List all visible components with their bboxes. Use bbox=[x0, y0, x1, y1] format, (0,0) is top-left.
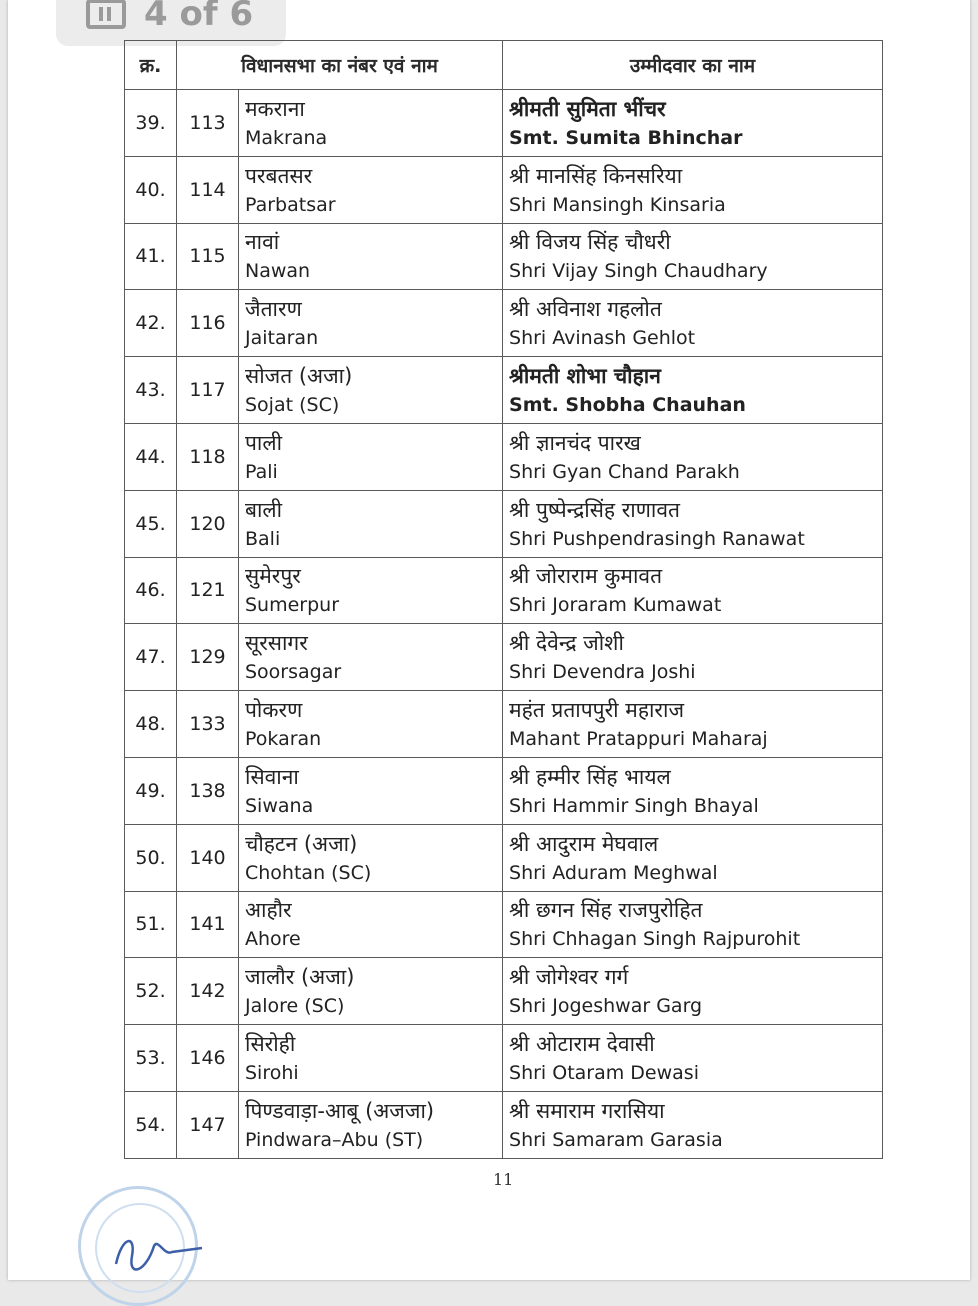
table-row bbox=[125, 958, 883, 1025]
candidate-name-hindi: श्री ओटाराम देवासी bbox=[509, 1032, 655, 1057]
table-row bbox=[125, 557, 883, 624]
constituency-name-english: Parbatsar bbox=[245, 193, 336, 216]
candidate-name-hindi: श्रीमती शोभा चौहान bbox=[509, 364, 661, 389]
candidate-name-english: Smt. Sumita Bhinchar bbox=[509, 126, 743, 149]
constituency-name-cell bbox=[239, 1091, 503, 1158]
header-serial: क्र. bbox=[125, 41, 177, 90]
candidate-name-cell bbox=[503, 891, 883, 958]
constituency-name-cell bbox=[239, 958, 503, 1025]
serial-cell: 39. bbox=[125, 90, 177, 157]
constituency-name-hindi: आहौर bbox=[245, 898, 292, 923]
table-row bbox=[125, 423, 883, 490]
table-row bbox=[125, 156, 883, 223]
candidate-name-hindi: श्री मानसिंह किनसरिया bbox=[509, 163, 683, 188]
candidate-name-cell bbox=[503, 824, 883, 891]
table-row bbox=[125, 824, 883, 891]
constituency-number-cell: 146 bbox=[177, 1025, 239, 1092]
constituency-name-hindi: परबतसर bbox=[245, 163, 313, 188]
constituency-number-cell: 140 bbox=[177, 824, 239, 891]
candidate-name-english: Shri Devendra Joshi bbox=[509, 661, 696, 684]
constituency-number-cell: 121 bbox=[177, 557, 239, 624]
constituency-number-cell: 113 bbox=[177, 90, 239, 157]
candidate-name-english: Shri Mansingh Kinsaria bbox=[509, 193, 726, 216]
constituency-name-cell bbox=[239, 824, 503, 891]
candidate-name-hindi: महंत प्रतापपुरी महाराज bbox=[509, 698, 685, 723]
constituency-name-hindi: सूरसागर bbox=[245, 631, 308, 656]
serial-cell: 46. bbox=[125, 557, 177, 624]
constituency-name-english: Pali bbox=[245, 460, 278, 483]
constituency-name-cell bbox=[239, 891, 503, 958]
table-row bbox=[125, 624, 883, 691]
header-candidate: उम्मीदवार का नाम bbox=[503, 41, 883, 90]
page-number: 11 bbox=[493, 1170, 514, 1189]
candidate-name-cell bbox=[503, 624, 883, 691]
table-row bbox=[125, 891, 883, 958]
candidate-name-hindi: श्री देवेन्द्र जोशी bbox=[509, 631, 624, 656]
table-row bbox=[125, 490, 883, 557]
candidate-name-cell bbox=[503, 290, 883, 357]
constituency-name-hindi: बाली bbox=[245, 497, 283, 522]
constituency-name-hindi: सिवाना bbox=[245, 764, 299, 789]
table-row bbox=[125, 223, 883, 290]
constituency-name-english: Jalore (SC) bbox=[245, 995, 345, 1018]
table-row bbox=[125, 357, 883, 424]
constituency-name-cell bbox=[239, 624, 503, 691]
constituency-number-cell: 138 bbox=[177, 757, 239, 824]
constituency-name-hindi: नावां bbox=[245, 230, 280, 255]
candidate-name-cell bbox=[503, 691, 883, 758]
serial-cell: 54. bbox=[125, 1091, 177, 1158]
candidate-table bbox=[124, 40, 883, 1159]
constituency-number-cell: 141 bbox=[177, 891, 239, 958]
constituency-name-hindi: पिण्डवाड़ा-आबू (अजजा) bbox=[245, 1098, 435, 1123]
constituency-name-english: Soorsagar bbox=[245, 661, 342, 684]
candidate-name-english: Shri Chhagan Singh Rajpurohit bbox=[509, 928, 801, 951]
constituency-name-cell bbox=[239, 290, 503, 357]
serial-cell: 49. bbox=[125, 757, 177, 824]
candidate-name-english: Shri Hammir Singh Bhayal bbox=[509, 794, 759, 817]
constituency-name-english: Sumerpur bbox=[245, 594, 340, 617]
candidate-name-hindi: श्री आदुराम मेघवाल bbox=[509, 831, 659, 856]
candidate-name-cell bbox=[503, 156, 883, 223]
constituency-name-cell bbox=[239, 223, 503, 290]
serial-cell: 50. bbox=[125, 824, 177, 891]
candidate-name-cell bbox=[503, 423, 883, 490]
constituency-name-english: Ahore bbox=[245, 928, 301, 951]
serial-cell: 53. bbox=[125, 1025, 177, 1092]
document-page bbox=[8, 0, 970, 1280]
candidate-name-hindi: श्री अविनाश गहलोत bbox=[509, 297, 662, 322]
constituency-name-english: Sirohi bbox=[245, 1062, 299, 1085]
candidate-name-hindi: श्री ज्ञानचंद पारख bbox=[509, 430, 641, 455]
table-row bbox=[125, 691, 883, 758]
serial-cell: 45. bbox=[125, 490, 177, 557]
candidate-name-cell bbox=[503, 490, 883, 557]
header-constituency: विधानसभा का नंबर एवं नाम bbox=[177, 41, 503, 90]
pages-icon bbox=[86, 0, 126, 29]
constituency-name-hindi: पाली bbox=[245, 430, 283, 455]
serial-cell: 40. bbox=[125, 156, 177, 223]
constituency-name-hindi: चौहटन (अजा) bbox=[245, 831, 358, 856]
table-row bbox=[125, 290, 883, 357]
constituency-name-english: Pindwara–Abu (ST) bbox=[245, 1128, 424, 1151]
candidate-name-cell bbox=[503, 223, 883, 290]
constituency-number-cell: 118 bbox=[177, 423, 239, 490]
candidate-name-cell bbox=[503, 357, 883, 424]
page-indicator-text: 4 of 6 bbox=[144, 0, 254, 34]
candidate-name-english: Mahant Pratappuri Maharaj bbox=[509, 728, 768, 751]
serial-cell: 44. bbox=[125, 423, 177, 490]
constituency-number-cell: 133 bbox=[177, 691, 239, 758]
constituency-number-cell: 114 bbox=[177, 156, 239, 223]
constituency-number-cell: 115 bbox=[177, 223, 239, 290]
table-row bbox=[125, 1025, 883, 1092]
constituency-name-english: Chohtan (SC) bbox=[245, 861, 372, 884]
constituency-number-cell: 147 bbox=[177, 1091, 239, 1158]
candidate-name-hindi: श्रीमती सुमिता भींचर bbox=[509, 96, 666, 121]
constituency-number-cell: 129 bbox=[177, 624, 239, 691]
serial-cell: 41. bbox=[125, 223, 177, 290]
candidate-name-english: Shri Gyan Chand Parakh bbox=[509, 460, 740, 483]
signature bbox=[102, 1226, 212, 1276]
constituency-name-cell bbox=[239, 691, 503, 758]
constituency-name-hindi: सुमेरपुर bbox=[245, 564, 301, 589]
candidate-name-cell bbox=[503, 757, 883, 824]
candidate-name-hindi: श्री जोगेश्वर गर्ग bbox=[509, 965, 629, 990]
constituency-name-cell bbox=[239, 357, 503, 424]
candidate-name-cell bbox=[503, 1091, 883, 1158]
table-row bbox=[125, 90, 883, 157]
constituency-name-hindi: जालौर (अजा) bbox=[245, 965, 355, 990]
candidate-name-cell bbox=[503, 958, 883, 1025]
candidate-name-english: Shri Joraram Kumawat bbox=[509, 594, 722, 617]
constituency-number-cell: 142 bbox=[177, 958, 239, 1025]
serial-cell: 42. bbox=[125, 290, 177, 357]
candidate-name-english: Shri Samaram Garasia bbox=[509, 1128, 723, 1151]
constituency-name-english: Bali bbox=[245, 527, 281, 550]
constituency-number-cell: 120 bbox=[177, 490, 239, 557]
serial-cell: 51. bbox=[125, 891, 177, 958]
constituency-name-cell bbox=[239, 490, 503, 557]
candidate-name-hindi: श्री जोराराम कुमावत bbox=[509, 564, 663, 589]
constituency-name-cell bbox=[239, 1025, 503, 1092]
candidate-name-cell bbox=[503, 90, 883, 157]
constituency-name-hindi: पोकरण bbox=[245, 698, 303, 723]
candidate-name-english: Shri Otaram Dewasi bbox=[509, 1062, 699, 1085]
candidate-name-english: Smt. Shobha Chauhan bbox=[509, 394, 746, 417]
serial-cell: 43. bbox=[125, 357, 177, 424]
constituency-name-hindi: सोजत (अजा) bbox=[245, 364, 353, 389]
candidate-name-hindi: श्री समाराम गरासिया bbox=[509, 1098, 665, 1123]
candidate-name-english: Shri Jogeshwar Garg bbox=[509, 995, 703, 1018]
candidate-name-hindi: श्री छगन सिंह राजपुरोहित bbox=[509, 898, 703, 923]
candidate-name-hindi: श्री पुष्पेन्द्रसिंह राणावत bbox=[509, 497, 681, 522]
serial-cell: 52. bbox=[125, 958, 177, 1025]
candidate-name-cell bbox=[503, 1025, 883, 1092]
candidate-name-english: Shri Vijay Singh Chaudhary bbox=[509, 260, 768, 283]
constituency-name-cell bbox=[239, 423, 503, 490]
constituency-name-hindi: जैतारण bbox=[245, 297, 302, 322]
constituency-name-english: Sojat (SC) bbox=[245, 394, 340, 417]
candidate-name-hindi: श्री विजय सिंह चौधरी bbox=[509, 230, 671, 255]
serial-cell: 47. bbox=[125, 624, 177, 691]
table-row bbox=[125, 1091, 883, 1158]
candidate-name-cell bbox=[503, 557, 883, 624]
candidate-name-english: Shri Pushpendrasingh Ranawat bbox=[509, 527, 805, 550]
constituency-name-cell bbox=[239, 557, 503, 624]
constituency-name-english: Makrana bbox=[245, 126, 328, 149]
table-row bbox=[125, 757, 883, 824]
constituency-name-cell bbox=[239, 156, 503, 223]
constituency-name-hindi: सिरोही bbox=[245, 1032, 296, 1057]
candidate-name-hindi: श्री हम्मीर सिंह भायल bbox=[509, 764, 671, 789]
serial-cell: 48. bbox=[125, 691, 177, 758]
constituency-name-cell bbox=[239, 757, 503, 824]
table-header-row bbox=[125, 41, 883, 90]
constituency-number-cell: 116 bbox=[177, 290, 239, 357]
candidate-name-english: Shri Aduram Meghwal bbox=[509, 861, 718, 884]
constituency-name-english: Siwana bbox=[245, 794, 314, 817]
constituency-name-english: Pokaran bbox=[245, 728, 322, 751]
constituency-number-cell: 117 bbox=[177, 357, 239, 424]
constituency-name-english: Nawan bbox=[245, 260, 311, 283]
constituency-name-english: Jaitaran bbox=[245, 327, 319, 350]
constituency-name-cell bbox=[239, 90, 503, 157]
constituency-name-hindi: मकराना bbox=[245, 96, 305, 121]
candidate-name-english: Shri Avinash Gehlot bbox=[509, 327, 696, 350]
